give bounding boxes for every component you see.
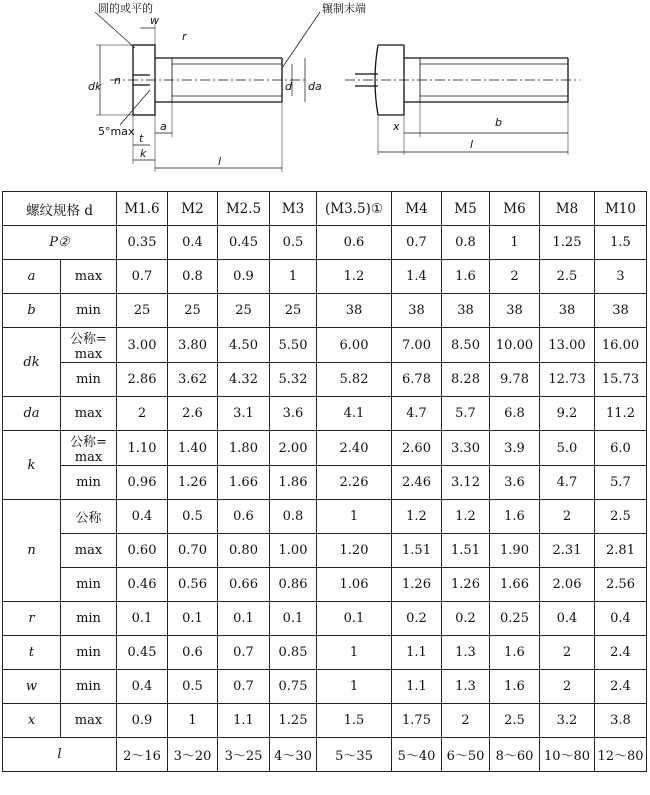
value-cell: 12.73 bbox=[540, 363, 595, 397]
value-cell: 1.20 bbox=[317, 534, 392, 568]
value-cell: 3.12 bbox=[442, 466, 490, 500]
value-cell: 0.75 bbox=[270, 670, 317, 704]
value-cell: 0.66 bbox=[218, 568, 270, 602]
value-cell: 0.86 bbox=[270, 568, 317, 602]
size-header: M4 bbox=[392, 192, 442, 226]
parameter-qualifier: max bbox=[61, 704, 117, 738]
value-cell: 3.1 bbox=[218, 397, 270, 431]
value-cell: 2.00 bbox=[270, 431, 317, 466]
value-cell: 1 bbox=[317, 670, 392, 704]
value-cell: 0.9 bbox=[218, 260, 270, 294]
value-cell: 2 bbox=[540, 500, 595, 534]
value-cell: 2.56 bbox=[595, 568, 647, 602]
value-cell: 0.5 bbox=[270, 226, 317, 260]
value-cell: 3.8 bbox=[595, 704, 647, 738]
table-row bbox=[3, 328, 647, 363]
value-cell: 1.26 bbox=[392, 568, 442, 602]
value-cell: 4～30 bbox=[270, 738, 317, 772]
value-cell: 10.00 bbox=[490, 328, 540, 363]
value-cell: 5.82 bbox=[317, 363, 392, 397]
value-cell: 5.7 bbox=[595, 466, 647, 500]
value-cell: 8.50 bbox=[442, 328, 490, 363]
dim-t: t bbox=[139, 132, 144, 145]
value-cell: 0.80 bbox=[218, 534, 270, 568]
parameter-qualifier: min bbox=[61, 670, 117, 704]
value-cell: 0.5 bbox=[168, 670, 218, 704]
value-cell: 1.2 bbox=[317, 260, 392, 294]
value-cell: 1.4 bbox=[392, 260, 442, 294]
value-cell: 1 bbox=[490, 226, 540, 260]
value-cell: 2.06 bbox=[540, 568, 595, 602]
size-header: M6 bbox=[490, 192, 540, 226]
value-cell: 1.26 bbox=[442, 568, 490, 602]
value-cell: 3.80 bbox=[168, 328, 218, 363]
parameter-symbol: l bbox=[3, 738, 117, 772]
value-cell: 2.4 bbox=[595, 636, 647, 670]
parameter-symbol: x bbox=[3, 704, 61, 738]
value-cell: 1.26 bbox=[168, 466, 218, 500]
value-cell: 2.86 bbox=[117, 363, 168, 397]
value-cell: 0.7 bbox=[392, 226, 442, 260]
size-header: M3 bbox=[270, 192, 317, 226]
value-cell: 1 bbox=[270, 260, 317, 294]
value-cell: 12～80 bbox=[595, 738, 647, 772]
label-rolled-end: 辗制末端 bbox=[322, 2, 366, 15]
value-cell: 1.6 bbox=[442, 260, 490, 294]
value-cell: 4.1 bbox=[317, 397, 392, 431]
value-cell: 1 bbox=[168, 704, 218, 738]
dim-l: l bbox=[218, 155, 222, 168]
screw-technical-drawing bbox=[0, 0, 650, 190]
value-cell: 0.56 bbox=[168, 568, 218, 602]
value-cell: 0.45 bbox=[117, 636, 168, 670]
screw-dimensions-table bbox=[2, 191, 647, 772]
value-cell: 0.1 bbox=[117, 602, 168, 636]
dim-w: w bbox=[150, 14, 159, 27]
value-cell: 2.26 bbox=[317, 466, 392, 500]
value-cell: 1.66 bbox=[218, 466, 270, 500]
size-header: M8 bbox=[540, 192, 595, 226]
value-cell: 5～40 bbox=[392, 738, 442, 772]
parameter-symbol: t bbox=[3, 636, 61, 670]
value-cell: 3.6 bbox=[490, 466, 540, 500]
screw-simplified-view bbox=[345, 45, 580, 155]
value-cell: 2.46 bbox=[392, 466, 442, 500]
value-cell: 1 bbox=[317, 636, 392, 670]
dim-r: r bbox=[182, 30, 187, 43]
value-cell: 15.73 bbox=[595, 363, 647, 397]
value-cell: 6.8 bbox=[490, 397, 540, 431]
value-cell: 0.6 bbox=[168, 636, 218, 670]
parameter-qualifier: 公称= max bbox=[61, 431, 117, 466]
table-row bbox=[3, 397, 647, 431]
dim-d: d bbox=[285, 80, 292, 93]
value-cell: 2.40 bbox=[317, 431, 392, 466]
value-cell: 25 bbox=[117, 294, 168, 328]
dim-da: da bbox=[308, 80, 322, 93]
size-header: (M3.5)① bbox=[317, 192, 392, 226]
value-cell: 1.6 bbox=[490, 636, 540, 670]
value-cell: 6.00 bbox=[317, 328, 392, 363]
thread-spec-header: 螺纹规格 d bbox=[3, 192, 117, 226]
size-header: M10 bbox=[595, 192, 647, 226]
value-cell: 4.32 bbox=[218, 363, 270, 397]
table-row bbox=[3, 602, 647, 636]
value-cell: 8～60 bbox=[490, 738, 540, 772]
value-cell: 2 bbox=[540, 636, 595, 670]
parameter-symbol: b bbox=[3, 294, 61, 328]
dim-k: k bbox=[140, 147, 147, 160]
value-cell: 2 bbox=[442, 704, 490, 738]
parameter-symbol: dk bbox=[3, 328, 61, 397]
value-cell: 3.62 bbox=[168, 363, 218, 397]
value-cell: 1.5 bbox=[317, 704, 392, 738]
parameter-qualifier: min bbox=[61, 363, 117, 397]
value-cell: 0.1 bbox=[270, 602, 317, 636]
value-cell: 6.78 bbox=[392, 363, 442, 397]
value-cell: 1.25 bbox=[540, 226, 595, 260]
dim-dk: dk bbox=[88, 80, 102, 93]
value-cell: 0.8 bbox=[270, 500, 317, 534]
value-cell: 1.40 bbox=[168, 431, 218, 466]
parameter-symbol: a bbox=[3, 260, 61, 294]
parameter-symbol: da bbox=[3, 397, 61, 431]
parameter-qualifier: max bbox=[61, 397, 117, 431]
dim-n: n bbox=[114, 74, 121, 87]
dim-l-right: l bbox=[470, 138, 474, 151]
parameter-symbol: n bbox=[3, 500, 61, 602]
value-cell: 3.00 bbox=[117, 328, 168, 363]
value-cell: 11.2 bbox=[595, 397, 647, 431]
drawing-labels bbox=[88, 1, 502, 168]
value-cell: 0.70 bbox=[168, 534, 218, 568]
parameter-symbol: w bbox=[3, 670, 61, 704]
parameter-qualifier: min bbox=[61, 466, 117, 500]
value-cell: 0.6 bbox=[317, 226, 392, 260]
value-cell: 0.4 bbox=[117, 500, 168, 534]
value-cell: 2.60 bbox=[392, 431, 442, 466]
value-cell: 9.2 bbox=[540, 397, 595, 431]
parameter-qualifier: 公称 bbox=[61, 500, 117, 534]
value-cell: 2.5 bbox=[540, 260, 595, 294]
value-cell: 0.45 bbox=[218, 226, 270, 260]
parameter-qualifier: max bbox=[61, 260, 117, 294]
value-cell: 3.6 bbox=[270, 397, 317, 431]
value-cell: 0.8 bbox=[442, 226, 490, 260]
value-cell: 5.32 bbox=[270, 363, 317, 397]
value-cell: 16.00 bbox=[595, 328, 647, 363]
value-cell: 1.00 bbox=[270, 534, 317, 568]
dim-b: b bbox=[495, 116, 502, 129]
value-cell: 8.28 bbox=[442, 363, 490, 397]
value-cell: 1.2 bbox=[392, 500, 442, 534]
value-cell: 0.7 bbox=[218, 670, 270, 704]
value-cell: 9.78 bbox=[490, 363, 540, 397]
value-cell: 4.7 bbox=[392, 397, 442, 431]
value-cell: 5.0 bbox=[540, 431, 595, 466]
value-cell: 0.5 bbox=[168, 500, 218, 534]
parameter-qualifier: min bbox=[61, 602, 117, 636]
size-header: M5 bbox=[442, 192, 490, 226]
value-cell: 5.50 bbox=[270, 328, 317, 363]
value-cell: 1.6 bbox=[490, 670, 540, 704]
table-row bbox=[3, 636, 647, 670]
value-cell: 0.4 bbox=[117, 670, 168, 704]
value-cell: 1.3 bbox=[442, 636, 490, 670]
value-cell: 0.1 bbox=[168, 602, 218, 636]
value-cell: 38 bbox=[490, 294, 540, 328]
label-head-shape: 圆的或平的 bbox=[98, 2, 153, 15]
value-cell: 0.1 bbox=[218, 602, 270, 636]
value-cell: 1.66 bbox=[490, 568, 540, 602]
value-cell: 1.10 bbox=[117, 431, 168, 466]
table-row bbox=[3, 226, 647, 260]
value-cell: 2.31 bbox=[540, 534, 595, 568]
value-cell: 0.1 bbox=[317, 602, 392, 636]
value-cell: 2.6 bbox=[168, 397, 218, 431]
table-row bbox=[3, 500, 647, 534]
value-cell: 3～20 bbox=[168, 738, 218, 772]
value-cell: 38 bbox=[317, 294, 392, 328]
value-cell: 6～50 bbox=[442, 738, 490, 772]
value-cell: 1.75 bbox=[392, 704, 442, 738]
value-cell: 1.1 bbox=[392, 670, 442, 704]
value-cell: 0.7 bbox=[117, 260, 168, 294]
table-row bbox=[3, 670, 647, 704]
table-row bbox=[3, 466, 647, 500]
value-cell: 1.86 bbox=[270, 466, 317, 500]
value-cell: 3 bbox=[595, 260, 647, 294]
value-cell: 2 bbox=[490, 260, 540, 294]
table-row bbox=[3, 738, 647, 772]
value-cell: 5～35 bbox=[317, 738, 392, 772]
value-cell: 0.2 bbox=[442, 602, 490, 636]
value-cell: 4.7 bbox=[540, 466, 595, 500]
value-cell: 10～80 bbox=[540, 738, 595, 772]
value-cell: 2.5 bbox=[490, 704, 540, 738]
value-cell: 1.51 bbox=[392, 534, 442, 568]
value-cell: 0.35 bbox=[117, 226, 168, 260]
parameter-symbol: P② bbox=[3, 226, 117, 260]
value-cell: 5.7 bbox=[442, 397, 490, 431]
value-cell: 3.2 bbox=[540, 704, 595, 738]
value-cell: 7.00 bbox=[392, 328, 442, 363]
value-cell: 2.4 bbox=[595, 670, 647, 704]
value-cell: 1.3 bbox=[442, 670, 490, 704]
value-cell: 38 bbox=[392, 294, 442, 328]
value-cell: 0.96 bbox=[117, 466, 168, 500]
value-cell: 3.30 bbox=[442, 431, 490, 466]
table-row bbox=[3, 260, 647, 294]
value-cell: 2～16 bbox=[117, 738, 168, 772]
parameter-qualifier: min bbox=[61, 636, 117, 670]
value-cell: 0.9 bbox=[117, 704, 168, 738]
value-cell: 0.6 bbox=[218, 500, 270, 534]
value-cell: 0.46 bbox=[117, 568, 168, 602]
value-cell: 0.60 bbox=[117, 534, 168, 568]
value-cell: 0.4 bbox=[168, 226, 218, 260]
value-cell: 1.2 bbox=[442, 500, 490, 534]
size-header: M1.6 bbox=[117, 192, 168, 226]
table-row bbox=[3, 704, 647, 738]
value-cell: 4.50 bbox=[218, 328, 270, 363]
value-cell: 2.81 bbox=[595, 534, 647, 568]
value-cell: 0.4 bbox=[595, 602, 647, 636]
parameter-symbol: r bbox=[3, 602, 61, 636]
size-header: M2.5 bbox=[218, 192, 270, 226]
table-row bbox=[3, 431, 647, 466]
value-cell: 1 bbox=[317, 500, 392, 534]
value-cell: 0.4 bbox=[540, 602, 595, 636]
table-row bbox=[3, 534, 647, 568]
value-cell: 3.9 bbox=[490, 431, 540, 466]
value-cell: 1.1 bbox=[218, 704, 270, 738]
value-cell: 25 bbox=[168, 294, 218, 328]
value-cell: 38 bbox=[442, 294, 490, 328]
table-body bbox=[3, 226, 647, 772]
value-cell: 1.51 bbox=[442, 534, 490, 568]
table-row bbox=[3, 568, 647, 602]
parameter-qualifier: 公称= max bbox=[61, 328, 117, 363]
value-cell: 25 bbox=[270, 294, 317, 328]
dim-a: a bbox=[160, 120, 167, 133]
value-cell: 1.25 bbox=[270, 704, 317, 738]
value-cell: 0.2 bbox=[392, 602, 442, 636]
table-row bbox=[3, 294, 647, 328]
value-cell: 1.5 bbox=[595, 226, 647, 260]
value-cell: 0.8 bbox=[168, 260, 218, 294]
value-cell: 3～25 bbox=[218, 738, 270, 772]
value-cell: 1.06 bbox=[317, 568, 392, 602]
value-cell: 13.00 bbox=[540, 328, 595, 363]
value-cell: 0.25 bbox=[490, 602, 540, 636]
dim-x: x bbox=[393, 120, 400, 133]
size-header: M2 bbox=[168, 192, 218, 226]
value-cell: 2 bbox=[117, 397, 168, 431]
dim-angle: 5°max bbox=[98, 125, 135, 138]
parameter-symbol: k bbox=[3, 431, 61, 500]
value-cell: 6.0 bbox=[595, 431, 647, 466]
value-cell: 38 bbox=[595, 294, 647, 328]
value-cell: 1.6 bbox=[490, 500, 540, 534]
value-cell: 0.85 bbox=[270, 636, 317, 670]
value-cell: 25 bbox=[218, 294, 270, 328]
table-header-row bbox=[3, 192, 647, 226]
table-row bbox=[3, 363, 647, 397]
parameter-qualifier: min bbox=[61, 294, 117, 328]
parameter-qualifier: min bbox=[61, 568, 117, 602]
parameter-qualifier: max bbox=[61, 534, 117, 568]
value-cell: 1.1 bbox=[392, 636, 442, 670]
value-cell: 2 bbox=[540, 670, 595, 704]
value-cell: 2.5 bbox=[595, 500, 647, 534]
value-cell: 0.7 bbox=[218, 636, 270, 670]
value-cell: 1.90 bbox=[490, 534, 540, 568]
value-cell: 1.80 bbox=[218, 431, 270, 466]
value-cell: 38 bbox=[540, 294, 595, 328]
